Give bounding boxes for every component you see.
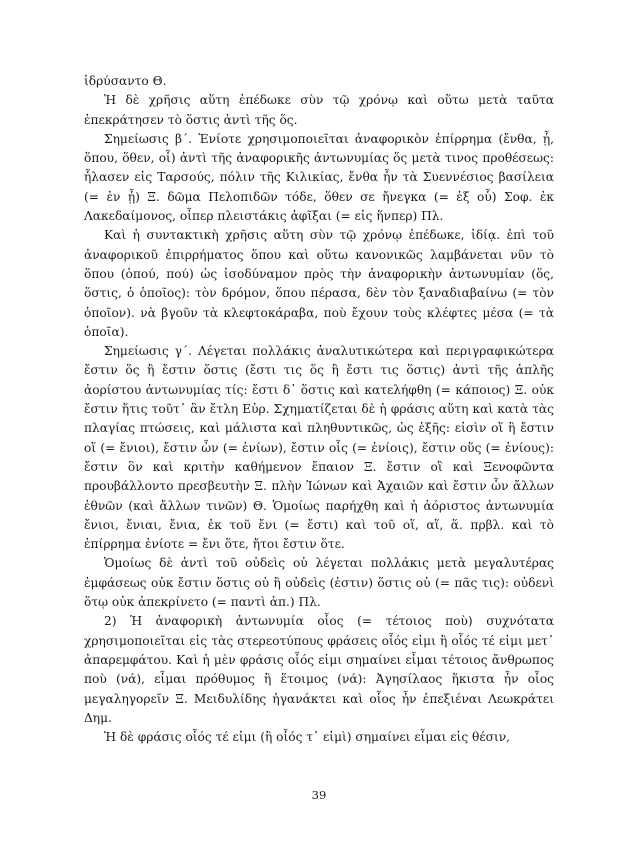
paragraph: Ὁμοίως δὲ ἀντὶ τοῦ οὐδεὶς οὐ λέγεται πολλάκις μετὰ μεγαλυτέρας ἐμφάσεως οὐκ ἔστιν ὅστις οὐ ἢ οὐδεὶς (ἐστιν) ὅστις οὐ (= πᾶς τις): οὐδενὶ ὅτῳ οὐκ ἀπεκρίνετο (= παντὶ ἀπ.) Πλ. bbox=[84, 556, 554, 610]
paragraph: Σημείωσις γ΄. Λέγεται πολλάκις ἀναλυτικώτερα καὶ περιγραφικώτερα ἔστιν ὅς ἢ ἔστιν ὅστις (ἔστι τις ὅς ἢ ἔστι τις ὅστις) ἀντὶ τῆς ἁπλῆς ἀορίστου ἀντωνυμίας τίς: ἔστι δ᾽ ὅστις καὶ κατελήφθη (= κάποιος) Ξ. οὐκ ἔστιν ἥτις τοῦτ᾽ ἂν ἔτλη Εὐρ. Σχηματίζεται δὲ ἡ φράσις αὕτη καὶ κατὰ τὰς πλαγίας πτώσεις, καὶ μάλιστα καὶ πληθυντικῶς, ὡς ἑξῆς: εἰσὶν οἵ ἢ ἔστιν οἵ (= ἔνιοι), ἔστιν ὧν (= ἐνίων), ἔστιν οἷς (= ἐνίοις), ἔστιν οὕς (= ἐνίους): ἔστιν ὃν καὶ κριτὴν καθήμενον ἔπαιον Ξ. ἔστιν οἳ καὶ Ξενοφῶντα προυβάλλοντο πρεσβευτὴν Ξ. πλὴν Ἰώνων καὶ Ἀχαιῶν καὶ ἔστιν ὧν ἄλλων ἐθνῶν (καὶ ἄλλων τινῶν) Θ. Ὁμοίως παρήχθη καὶ ἡ ἀόριστος ἀντωνυμία ἔνιοι, ἔνιαι, ἔνια, ἐκ τοῦ ἔνι (= ἔστι) καὶ τοῦ οἵ, αἵ, ἅ. πρβλ. καὶ τὸ ἐπίρρημα ἐνίοτε = ἔνι ὅτε, ἤτοι ἔστιν ὅτε. bbox=[84, 344, 554, 552]
page-body bbox=[84, 72, 554, 747]
paragraph: 2) Ἡ ἀναφορικὴ ἀντωνυμία οἷος (= τέτοιος ποὺ) συχνότατα χρησιμοποιεῖται εἰς τὰς στερεοτύπους φράσεις οἷός εἰμι ἢ οἷός τέ εἰμι μετ᾽ ἀπαρεμφάτου. Καὶ ἡ μὲν φράσις οἷός εἰμι σημαίνει εἶμαι τέτοιος ἄνθρωπος ποὺ (νά), εἶμαι πρόθυμος ἢ ἕτοιμος (νά): Ἀγησίλαος ἥκιστα ἦν οἷος μεγαληγορεῖν Ξ. Μειδυλίδης ἠγανάκτει καὶ οἷος ἦν ἐπεξιέναι Λεωκράτει Δημ. bbox=[84, 614, 554, 725]
paragraph: Σημείωσις β΄. Ἐνίοτε χρησιμοποιεῖται ἀναφορικὸν ἐπίρρημα (ἔνθα, ᾗ, ὅπου, ὅθεν, οἷ) ἀντὶ τῆς ἀναφορικῆς ἀντωνυμίας ὅς μετὰ τινος προθέσεως: ἧλασεν εἰς Ταρσούς, πόλιν τῆς Κιλικίας, ἔνθα ἦν τὰ Συεννέσιος βασίλεια (= ἐν ᾗ) Ξ. δῶμα Πελοπιδῶν τόδε, ὅθεν σε ἤνεγκα (= ἐξ οὗ) Σοφ. ἐκ Λακεδαίμονος, οἷπερ πλειστάκις ἀφῖξαι (= εἰς ἥνπερ) Πλ. bbox=[84, 131, 554, 224]
paragraph: ἱδρύσαντο Θ. bbox=[84, 74, 167, 88]
paragraph: Ἡ δὲ φράσις οἷός τέ εἰμι (ἢ οἷός τ᾽ εἰμὶ) σημαίνει εἶμαι εἰς θέσιν, bbox=[104, 730, 511, 745]
paragraph: Ἡ δὲ χρῆσις αὕτη ἐπέδωκε σὺν τῷ χρόνῳ καὶ οὕτω μετὰ ταῦτα ἐπεκράτησεν τὸ ὅστις ἀντὶ τῆς ὅς. bbox=[84, 93, 554, 127]
paragraph: Καὶ ἡ συντακτικὴ χρῆσις αὕτη σὺν τῷ χρόνῳ ἐπέδωκε, ἰδίᾳ. ἐπὶ τοῦ ἀναφορικοῦ ἐπιρρήματος ὅπου καὶ οὕτω κανονικῶς λαμβάνεται νῦν τὸ ὅπου (ὁπού, πού) ὡς ἰσοδύναμον πρὸς τὴν ἀναφορικὴν ἀντωνυμίαν (ὅς, ὅστις, ὁ ὁποῖος): τὸν δρόμον, ὅπου πέρασα, δὲν τὸν ξαναδιαβαίνω (= τὸν ὁποῖον). νὰ βγοῦν τὰ κλεφτοκάραβα, ποὺ ἔχουν τοὺς κλέφτες μέσα (= τὰ ὁποῖα). bbox=[84, 228, 554, 339]
page-number: 39 bbox=[311, 788, 327, 802]
